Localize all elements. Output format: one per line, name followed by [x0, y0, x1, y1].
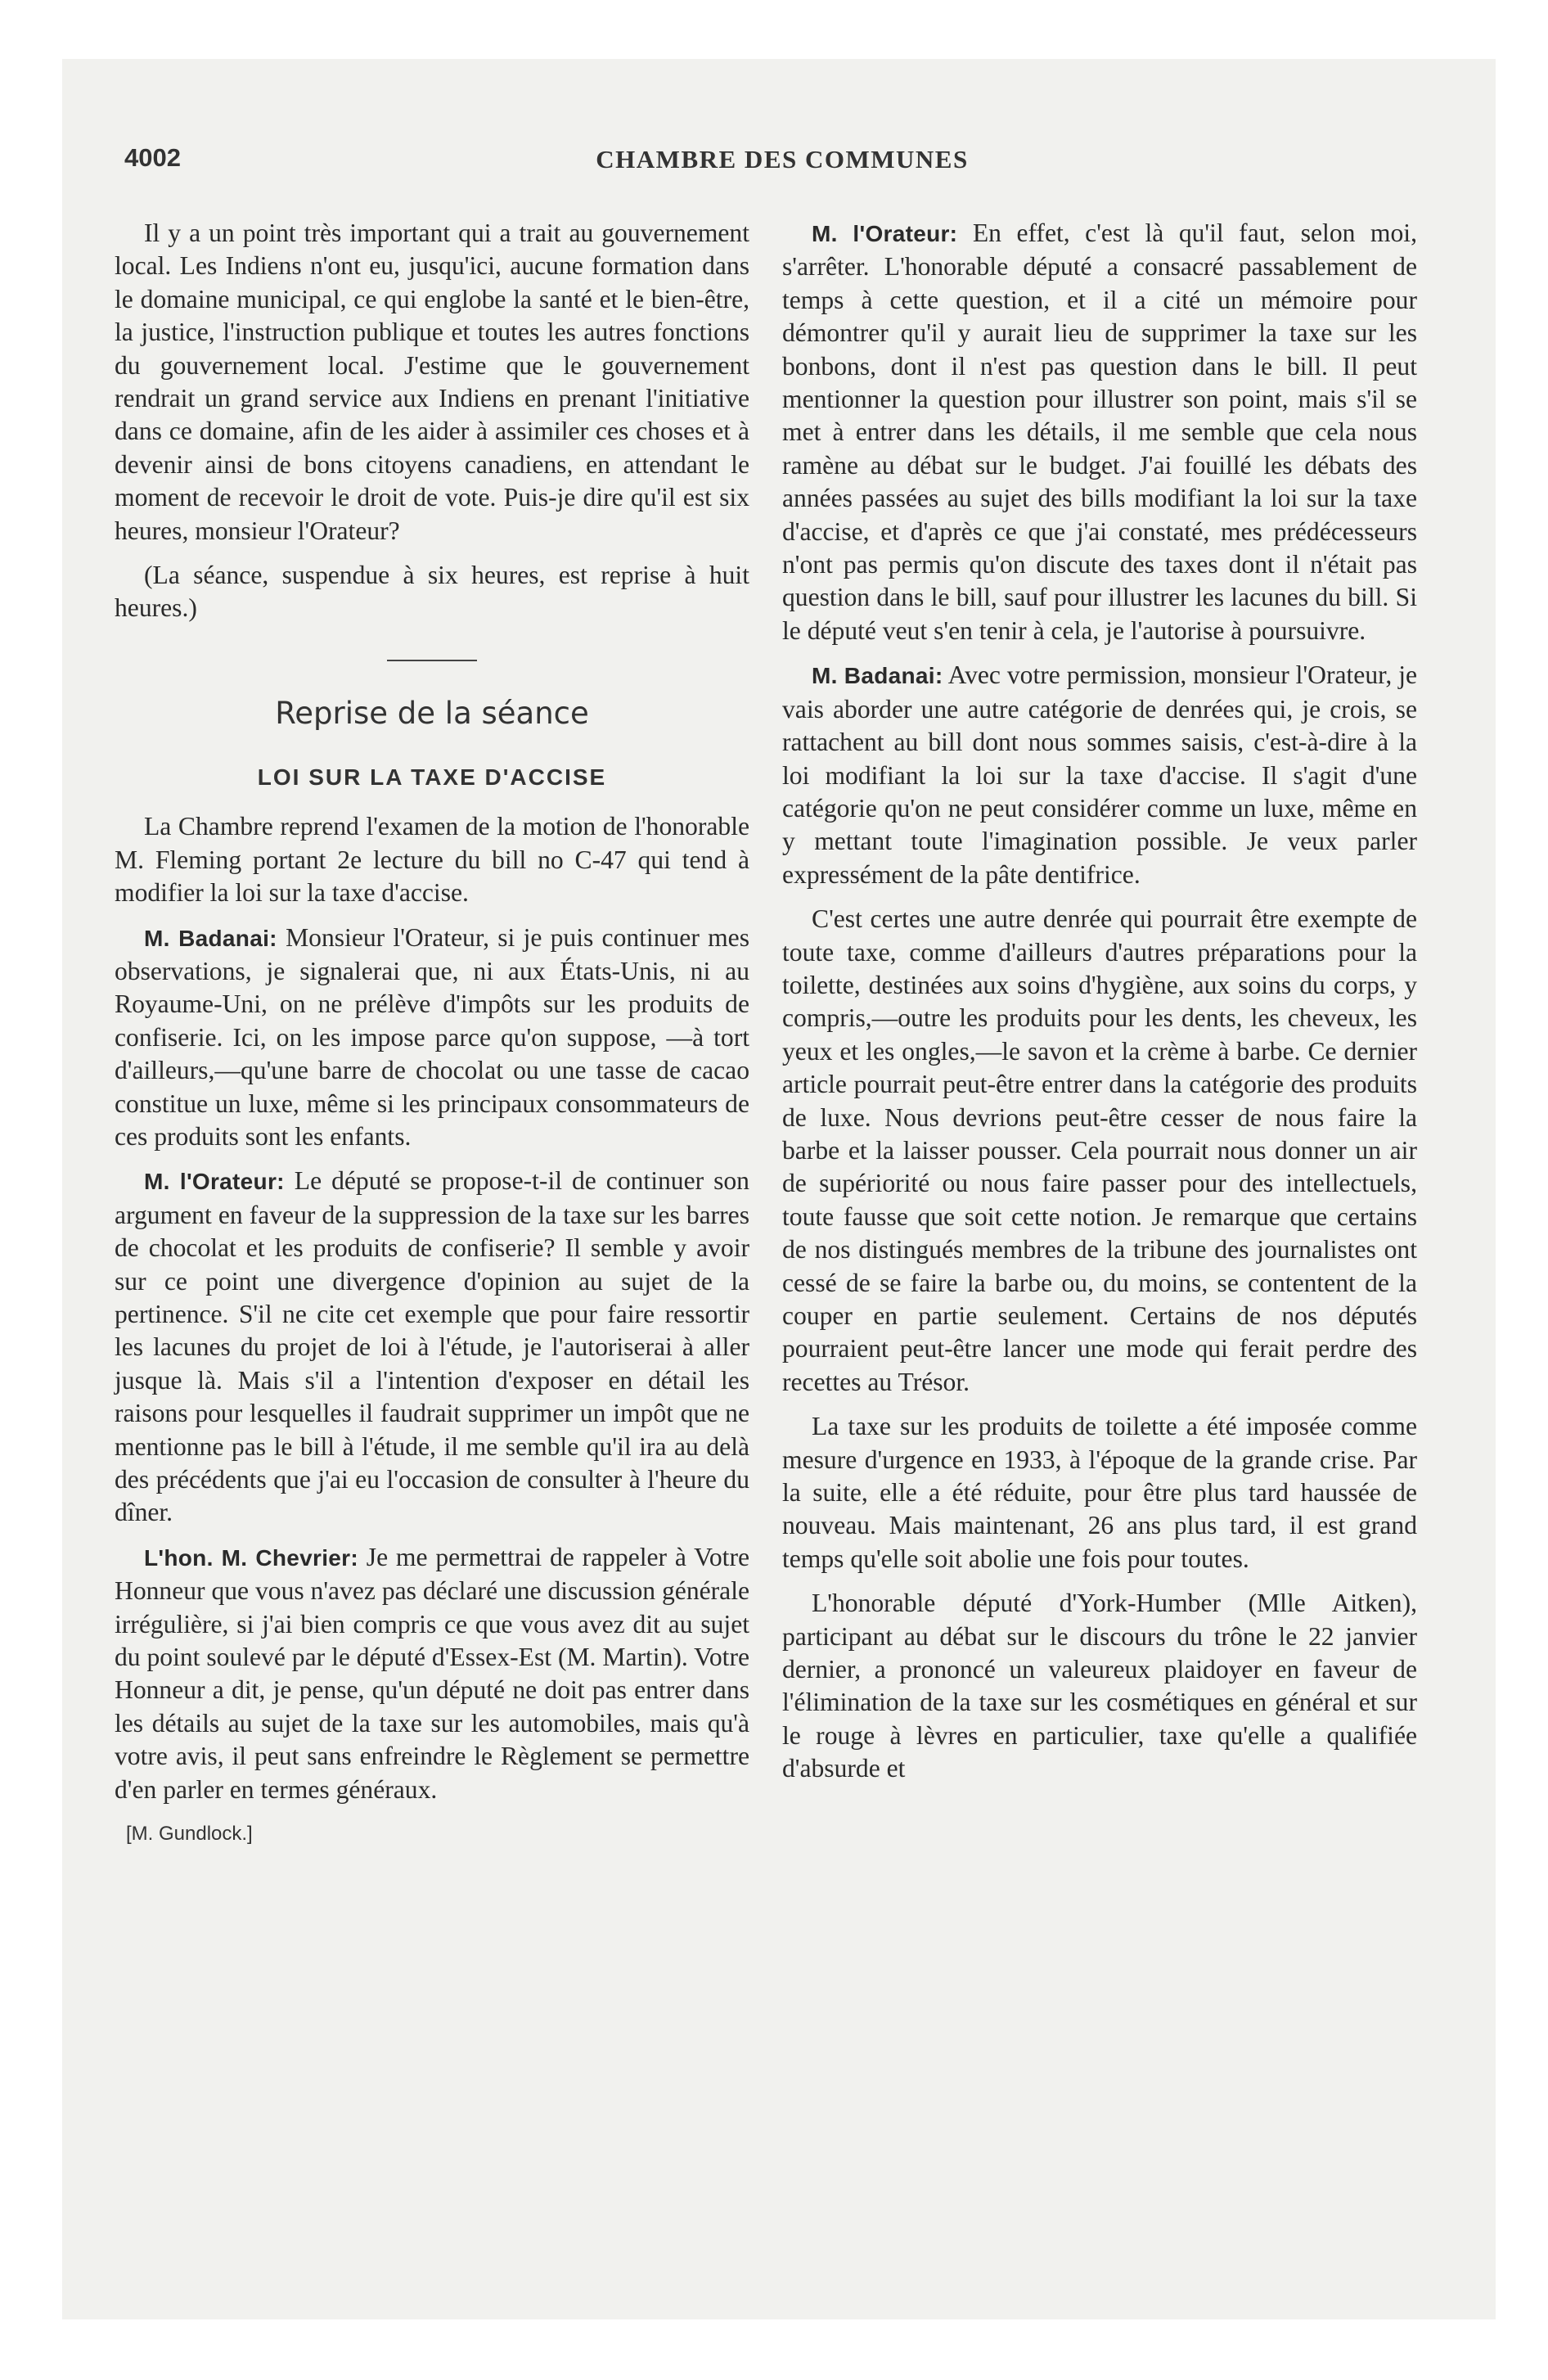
- speech-paragraph: [782, 217, 1417, 647]
- speech-paragraph: [115, 1165, 749, 1529]
- speech-paragraph: [115, 922, 749, 1154]
- page-number: 4002: [124, 143, 181, 172]
- section-title: Reprise de la séance: [275, 695, 589, 731]
- speaker-name: L'hon. M. Chevrier:: [144, 1544, 358, 1571]
- session-note: (La séance, suspendue à six heures, est reprise à huit heures.): [115, 561, 749, 623]
- speaker-name: M. Badanai:: [812, 663, 943, 689]
- paragraph: C'est certes une autre denrée qui pourrait être exempte de toute taxe, comme d'ailleurs d'autres préparations pour la toilette, destinées aux soins d'hygiène, aux soins du corps, y compris,—outre les produits pour les dents, les cheveux, les yeux et les ongles,—le savon et la crème à barbe. Ce dernier article pourrait peut-être entrer dans la catégorie des produits de luxe. Nous devrions peut-être cesser de nous faire la barbe et la laisser pousser. Cela pourrait nous donner un air de supériorité ou nous faire passer pour des intellectuels, toute fausse que soit cette notion. Je remarque que certains de nos distingués membres de la tribune des journalistes ont cessé de se faire la barbe ou, du moins, se contentent de la couper en partie seulement. Certains de nos députés pourraient peut-être lancer une mode qui ferait perdre des recettes au Trésor.: [782, 904, 1417, 1396]
- speaker-name: M. l'Orateur:: [812, 221, 958, 246]
- speech-text: En effet, c'est là qu'il faut, selon moi, s'arrêter. L'honorable député a consacré passablement de temps à cette question, et il a cité un mémoire pour démontrer qu'il y aurait lieu de supprimer la taxe sur les bonbons, dont il n'est pas question dans le bill. Il peut mentionner la question pour illustrer son point, mais s'il se met à entrer dans les détails, il me semble que cela nous ramène au débat sur le budget. J'ai fouillé les débats des années passées au sujet des bills modifiant la loi sur la taxe d'accise, et d'après ce que j'ai constaté, mes prédécesseurs n'ont pas permis qu'on discute des taxes dont il n'était pas question dans le bill, sauf pour illustrer les lacunes du bill. Si le député veut s'en tenir à cela, je l'autorise à poursuivre.: [782, 219, 1417, 645]
- left-column: [115, 217, 749, 1850]
- speaker-reference: [M. Gundlock.]: [126, 1823, 253, 1846]
- speaker-name: M. Badanai:: [144, 925, 277, 951]
- paragraph: L'honorable député d'York-Humber (Mlle Aitken), participant au débat sur le discours du trône le 22 janvier dernier, a prononcé un valeureux plaidoyer en faveur de l'élimination de la taxe sur les cosmétiques en général et sur le rouge à lèvres en particulier, taxe qu'elle a qualifiée d'absurde et: [782, 1589, 1417, 1783]
- paragraph: La Chambre reprend l'examen de la motion de l'honorable M. Fleming portant 2e lecture du bill no C-47 qui tend à modifier la loi sur la taxe d'accise.: [115, 812, 749, 908]
- divider: [387, 660, 477, 661]
- speech-text: Avec votre permission, monsieur l'Orateur, je vais aborder une autre catégorie de denrées qui, je crois, se rattachent au bill dont nous sommes saisis, c'est-à-dire à la loi modifiant la loi sur la taxe d'accise. Il s'agit d'une catégorie qu'on ne peut considérer comme un luxe, même en y mettant toute l'imagination possible. Je veux parler expressément de la pâte dentifrice.: [782, 660, 1417, 889]
- page: [115, 143, 1450, 2288]
- speaker-name: M. l'Orateur:: [144, 1169, 285, 1195]
- speech-text: Le député se propose-t-il de continuer son argument en faveur de la suppression de la taxe sur les barres de chocolat et les produits de confiserie? Il semble y avoir sur ce point une divergence d'opinion au sujet de la pertinence. S'il ne cite cet exemple que pour faire ressortir les lacunes du projet de loi à l'étude, je l'autoriserai à aller jusque là. Mais s'il a l'intention d'exposer en détail les raisons pour lesquelles il faudrait supprimer un impôt que ne mentionne pas le bill à l'étude, il me semble qu'il ira au delà des précédents que j'ai eu l'occasion de consulter à l'heure du dîner.: [115, 1166, 749, 1527]
- speech-paragraph: [115, 1541, 749, 1806]
- page-header-title: CHAMBRE DES COMMUNES: [596, 145, 969, 174]
- section-subtitle: LOI SUR LA TAXE D'ACCISE: [257, 764, 607, 790]
- speech-text: Je me permettrai de rappeler à Votre Honneur que vous n'avez pas déclaré une discussion générale irrégulière, si j'ai bien compris ce que vous avez dit au sujet du point soulevé par le député d'Essex-Est (M. Martin). Votre Honneur a dit, je pense, qu'un député ne doit pas entrer dans les détails au sujet de la taxe sur les automobiles, mais qu'à votre avis, il peut sans enfreindre le Règlement se permettre d'en parler en termes généraux.: [115, 1542, 749, 1804]
- page-header: [115, 143, 1450, 184]
- paragraph: La taxe sur les produits de toilette a été imposée comme mesure d'urgence en 1933, à l'époque de la grande crise. Par la suite, elle a été réduite, pour être plus tard haussée de nouveau. Mais maintenant, 26 ans plus tard, il est grand temps qu'elle soit abolie une fois pour toutes.: [782, 1412, 1417, 1573]
- speech-text: Monsieur l'Orateur, si je puis continuer mes observations, je signalerai que, ni aux États-Unis, ni au Royaume-Uni, on ne prélève d'impôts sur les produits de confiserie. Ici, on les impose parce qu'on suppose, —à tort d'ailleurs,—qu'une barre de chocolat ou une tasse de cacao constitue un luxe, même si les principaux consommateurs de ces produits sont les enfants.: [115, 922, 749, 1151]
- speech-paragraph: [782, 659, 1417, 891]
- paragraph: Il y a un point très important qui a trait au gouvernement local. Les Indiens n'ont eu, jusqu'ici, aucune formation dans le domaine municipal, ce qui englobe la santé et le bien-être, la justice, l'instruction publique et toutes les autres fonctions du gouvernement local. J'estime que le gouvernement rendrait un grand service aux Indiens en prenant l'initiative dans ce domaine, afin de les aider à assimiler ces choses et à devenir ainsi de bons citoyens canadiens, en attendant le moment de recevoir le droit de vote. Puis-je dire qu'il est six heures, monsieur l'Orateur?: [115, 219, 749, 545]
- right-column: [782, 217, 1417, 1797]
